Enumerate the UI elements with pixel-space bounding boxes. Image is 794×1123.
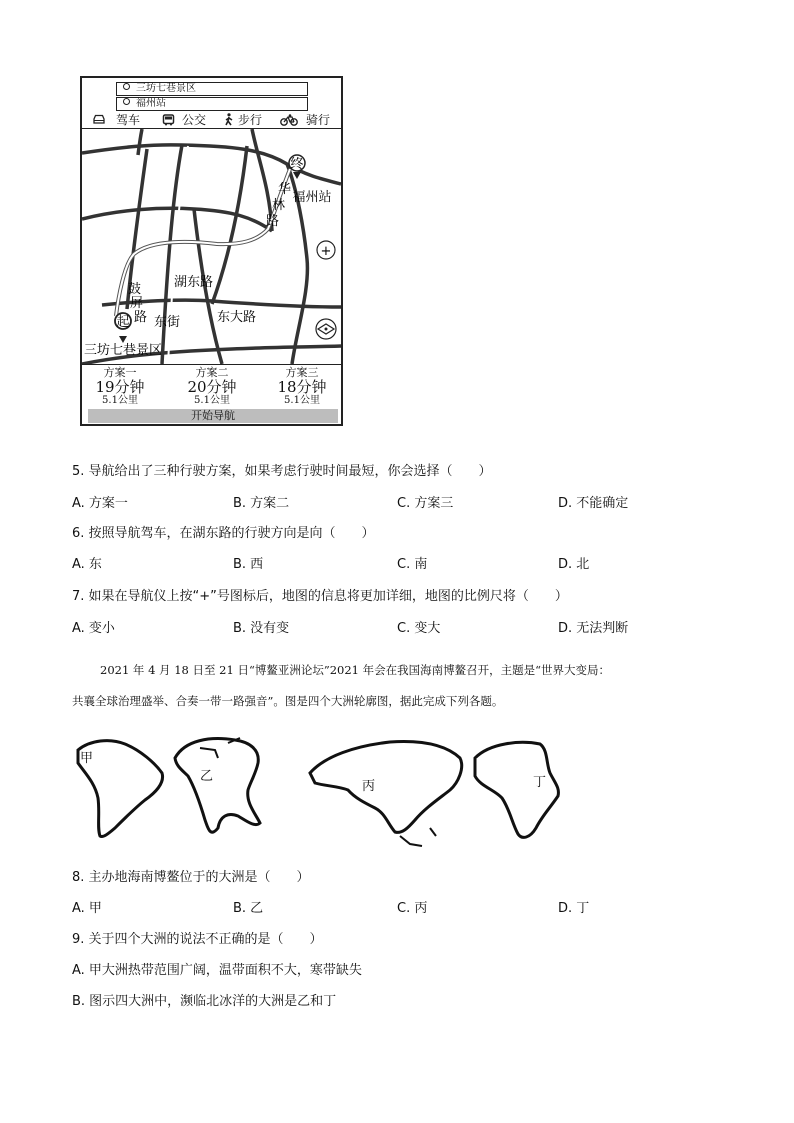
q8-option-c[interactable]: C. 丙 [397, 901, 428, 916]
question-7: 7. 如果在导航仪上按“+”号图标后，地图的信息将更加详细，地图的比例尺将（ ） [72, 589, 568, 604]
mode-bus-label: 公交 [182, 113, 207, 127]
label-gupin-3: 路 [134, 310, 148, 325]
plan-1[interactable] [80, 367, 160, 407]
question-5: 5. 导航给出了三种行驶方案，如果考虑行驶时间最短，你会选择（ ） [72, 464, 492, 479]
q6-option-d[interactable]: D. 北 [558, 557, 590, 572]
plan-distance: 5.1公里 [284, 395, 320, 406]
question-6: 6. 按照导航驾车，在湖东路的行驶方向是向（ ） [72, 526, 375, 541]
passage-line-1: 2021 年 4 月 18 日至 21 日“博鳌亚洲论坛”2021 年会在我国海南博鳌召开，主题是“世界大变局： [100, 663, 610, 677]
origin-text: 三坊七巷景区 [136, 83, 196, 94]
destination-field[interactable] [116, 97, 308, 111]
car-icon [92, 114, 106, 125]
route-map [82, 129, 341, 364]
label-hualin-3: 路 [266, 214, 280, 229]
label-fuzhou-station: 福州站 [292, 190, 332, 205]
plan-distance: 5.1公里 [102, 395, 138, 406]
bus-icon [162, 114, 175, 126]
label-dong-street: 东街 [154, 315, 181, 330]
continent-bing [310, 742, 462, 846]
q7-option-b[interactable]: B. 没有变 [233, 621, 290, 636]
start-marker [115, 313, 131, 343]
start-navigation-button[interactable]: 开始导航 [88, 409, 338, 423]
plan-time: 20分钟 [187, 378, 237, 396]
q8-option-d[interactable]: D. 丁 [558, 901, 590, 916]
svg-text:终: 终 [290, 157, 304, 172]
navigation-screen [80, 76, 343, 426]
travel-mode-bar [82, 110, 341, 129]
continent-outlines [70, 728, 590, 858]
mode-walk[interactable] [224, 111, 262, 128]
label-yi: 乙 [200, 769, 214, 784]
q9-option-a[interactable]: A. 甲大洲热带范围广阔，温带面积不大，寒带缺失 [72, 963, 362, 978]
plan-distance: 5.1公里 [194, 395, 230, 406]
continent-ding [475, 742, 558, 837]
plus-icon: + [320, 244, 332, 259]
label-sanfang: 三坊七巷景区 [84, 343, 163, 358]
q5-option-b[interactable]: B. 方案二 [233, 496, 290, 511]
label-bing: 丙 [362, 779, 376, 794]
destination-text: 福州站 [136, 98, 166, 109]
q7-option-a[interactable]: A. 变小 [72, 621, 115, 636]
origin-field[interactable] [116, 82, 308, 96]
label-gupin-1: 鼓 [128, 282, 142, 297]
svg-text:起: 起 [116, 315, 130, 330]
plan-name: 方案一 [103, 366, 137, 379]
plan-time: 18分钟 [277, 378, 327, 396]
bicycle-icon [280, 114, 298, 126]
q5-option-a[interactable]: A. 方案一 [72, 496, 128, 511]
plan-name: 方案二 [195, 366, 229, 379]
mode-bike[interactable] [280, 111, 330, 128]
mode-bus[interactable] [162, 111, 206, 128]
locate-button[interactable] [316, 319, 336, 339]
q9-option-b[interactable]: B. 图示四大洲中，濒临北冰洋的大洲是乙和丁 [72, 994, 337, 1009]
walk-icon [224, 113, 234, 126]
mode-drive-label: 驾车 [116, 113, 141, 127]
route-plans [82, 364, 341, 425]
label-hudong-road: 湖东路 [174, 275, 214, 290]
q8-option-b[interactable]: B. 乙 [233, 901, 264, 916]
q6-option-a[interactable]: A. 东 [72, 557, 102, 572]
question-8: 8. 主办地海南博鳌位于的大洲是（ ） [72, 870, 310, 885]
label-hualin-1: 华 [278, 182, 292, 197]
question-9: 9. 关于四个大洲的说法不正确的是（ ） [72, 932, 323, 947]
continent-jia [78, 741, 163, 837]
q7-option-d[interactable]: D. 无法判断 [558, 621, 629, 636]
mode-walk-label: 步行 [238, 113, 263, 127]
plan-time: 19分钟 [95, 378, 145, 396]
q5-option-c[interactable]: C. 方案三 [397, 496, 454, 511]
q8-option-a[interactable]: A. 甲 [72, 901, 102, 916]
continent-yi [175, 738, 260, 832]
label-hualin-2: 林 [272, 198, 286, 213]
passage-line-2: 共襄全球治理盛举、合奏一带一路强音”。图是四个大洲轮廓图，据此完成下列各题。 [72, 694, 504, 708]
mode-drive[interactable] [92, 111, 140, 128]
plan-name: 方案三 [285, 366, 319, 379]
q5-option-d[interactable]: D. 不能确定 [558, 496, 629, 511]
q6-option-c[interactable]: C. 南 [397, 557, 428, 572]
q6-option-b[interactable]: B. 西 [233, 557, 264, 572]
label-gupin-2: 屏 [130, 296, 144, 311]
plan-2[interactable] [172, 367, 252, 407]
mode-bike-label: 骑行 [306, 113, 331, 127]
plan-3[interactable] [262, 367, 342, 407]
q7-option-c[interactable]: C. 变大 [397, 621, 441, 636]
zoom-in-button[interactable] [317, 241, 335, 259]
label-ding: 丁 [533, 775, 547, 790]
label-jia: 甲 [80, 751, 94, 766]
label-dongda-road: 东大路 [217, 310, 257, 325]
